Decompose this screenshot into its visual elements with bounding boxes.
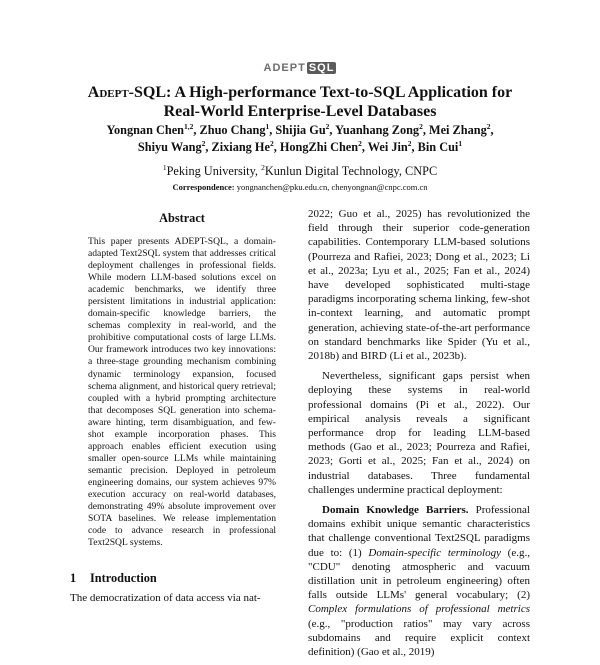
p3-italic-1: Domain-specific terminology (368, 546, 501, 559)
introduction-heading (70, 571, 157, 586)
author-name: Wei Jin (367, 140, 408, 154)
affil-1: Peking University, (166, 164, 262, 178)
author-separator: , (490, 123, 494, 137)
p3-text-a: Professional domains exhibit unique semantic characteristics that challenge conventional Text2SQL paradigms due to: (1) (308, 504, 530, 559)
affil-sup-2: 2 (261, 162, 265, 172)
right-column (308, 207, 530, 665)
right-paragraph-2: Nevertheless, significant gaps persist when deploying these systems in real-world professional domains (Pi et al., 2022). Our empirical analysis reveals a significant performance drop for leading LLM-based methods (Gao et al., 2023; Pourreza and Rafiei, 2023; Gorti et al., 2025; Fan et al., 2024) on industrial databases. Three fundamental challenges undermine practical deployment: (308, 370, 530, 496)
author-list (40, 122, 560, 156)
abstract-heading: Abstract (159, 211, 205, 225)
author-separator: , (269, 123, 276, 137)
author-affil-sup: 2 (486, 121, 491, 131)
author-name: Zixiang He (211, 140, 270, 154)
author-name: Yongnan Chen (106, 123, 185, 137)
author-affil-sup: 1 (458, 138, 463, 148)
correspondence (40, 181, 560, 193)
header-logo (0, 62, 600, 74)
author-name: Mei Zhang (428, 123, 487, 137)
author-separator: , (273, 140, 280, 154)
author-affil-sup: 2 (325, 121, 330, 131)
introduction-first-line: The democratization of data access via nat- (70, 592, 261, 604)
section-number: 1 (70, 571, 77, 585)
author-affil-sup: 2 (358, 138, 362, 148)
author-affil-sup: 2 (419, 121, 423, 131)
p3-text-c: (e.g., "production ratios" may vary across subdomains and require explicit context definition) (Gao et al., 2019) (308, 617, 530, 659)
p3-italic-2: Complex formulations of professional metrics (308, 603, 530, 616)
author-name: Yuanhang Zong (335, 123, 420, 137)
author-separator: , (205, 140, 212, 154)
author-name: Bin Cui (417, 140, 459, 154)
title-name-small-caps: dept (99, 84, 129, 101)
affiliations (40, 163, 560, 179)
challenge-heading: Domain Knowledge Barriers. (322, 504, 469, 517)
title-line1-rest: : A High-performance Text-to-SQL Application for (166, 84, 513, 101)
author-affil-sup: 2 (201, 138, 206, 148)
correspondence-emails: yongnanchen@pku.edu.cn, chenyongnan@cnpc.com.cn (234, 182, 428, 192)
author-affil-sup: 2 (407, 138, 412, 148)
affil-2: Kunlun Digital Technology, CNPC (264, 164, 438, 178)
title-line2: Real-World Enterprise-Level Databases (163, 103, 437, 120)
author-affil-sup: 1,2 (184, 121, 194, 131)
p3-text-b: (e.g., "CDU" denoting atmospheric and vacuum distillation unit in petroleum engineering) often falls outside LLMs' general vocabulary; (2) (308, 546, 530, 602)
author-name: Zhuo Chang (199, 123, 266, 137)
author-separator: , (193, 123, 200, 137)
logo-text-adept: ADEPT (263, 62, 306, 74)
section-title: Introduction (90, 571, 157, 585)
author-affil-sup: 2 (269, 138, 274, 148)
author-separator: , (411, 140, 418, 154)
right-paragraph-1: 2022; Guo et al., 2025) has revolutionized the field through their superior code-generation capabilities. Contemporary LLM-based solutions (Pourreza and Rafiei, 2023; Dong et al., 2023; Li et al., 2023a; Lyu et al., 2025; Fan et al., 2024) have developed sophisticated multi-stage paradigms incorporating schema linking, few-shot in-context learning, and automatic prompt generation, achieving state-of-the-art performance on standard benchmarks like Spider (Yu et al., 2018b) and BIRD (Li et al., 2023b). (308, 208, 530, 363)
author-affil-sup: 1 (265, 121, 270, 131)
paper-title (40, 83, 560, 121)
author-separator: , (361, 140, 368, 154)
correspondence-label: Correspondence: (172, 182, 235, 192)
author-name: Shijia Gu (275, 123, 326, 137)
author-separator: , (422, 123, 429, 137)
author-name: Shiyu Wang (137, 140, 202, 154)
author-name: HongZhi Chen (279, 140, 359, 154)
title-name-rest: -SQL (128, 84, 167, 101)
title-name-first: A (87, 84, 100, 101)
right-paragraph-3 (308, 503, 530, 659)
author-separator: , (329, 123, 336, 137)
abstract-text: This paper presents ADEPT-SQL, a domain-adapted Text2SQL system that addresses critical deployment challenges in professional fields. While modern LLM-based solutions excel on academic benchmarks, we identify three persistent limitations in industrial application: domain-specific knowledge barriers, the schemas complexity in real-world, and the prohibitive computational costs of large LLMs. Our framework introduces two key innovations: a three-stage grounding mechanism combining dynamic terminology expansion, focused schema alignment, and historical query retrieval; coupled with a hybrid prompting architecture that decomposes SQL generation into schema-aware hinting, term disambiguation, and few-shot example incorporation phases. This approach enables efficient execution using smaller open-source LLMs while maintaining semantic precision. Deployed in petroleum engineering domains, our system achieves 97% execution accuracy on real-world databases, demonstrating 49% absolute improvement over SOTA baselines. We release implementation code to advance research in professional Text2SQL systems. (88, 236, 276, 549)
logo-text-sql: SQL (308, 62, 335, 74)
affil-sup-1: 1 (162, 162, 167, 172)
